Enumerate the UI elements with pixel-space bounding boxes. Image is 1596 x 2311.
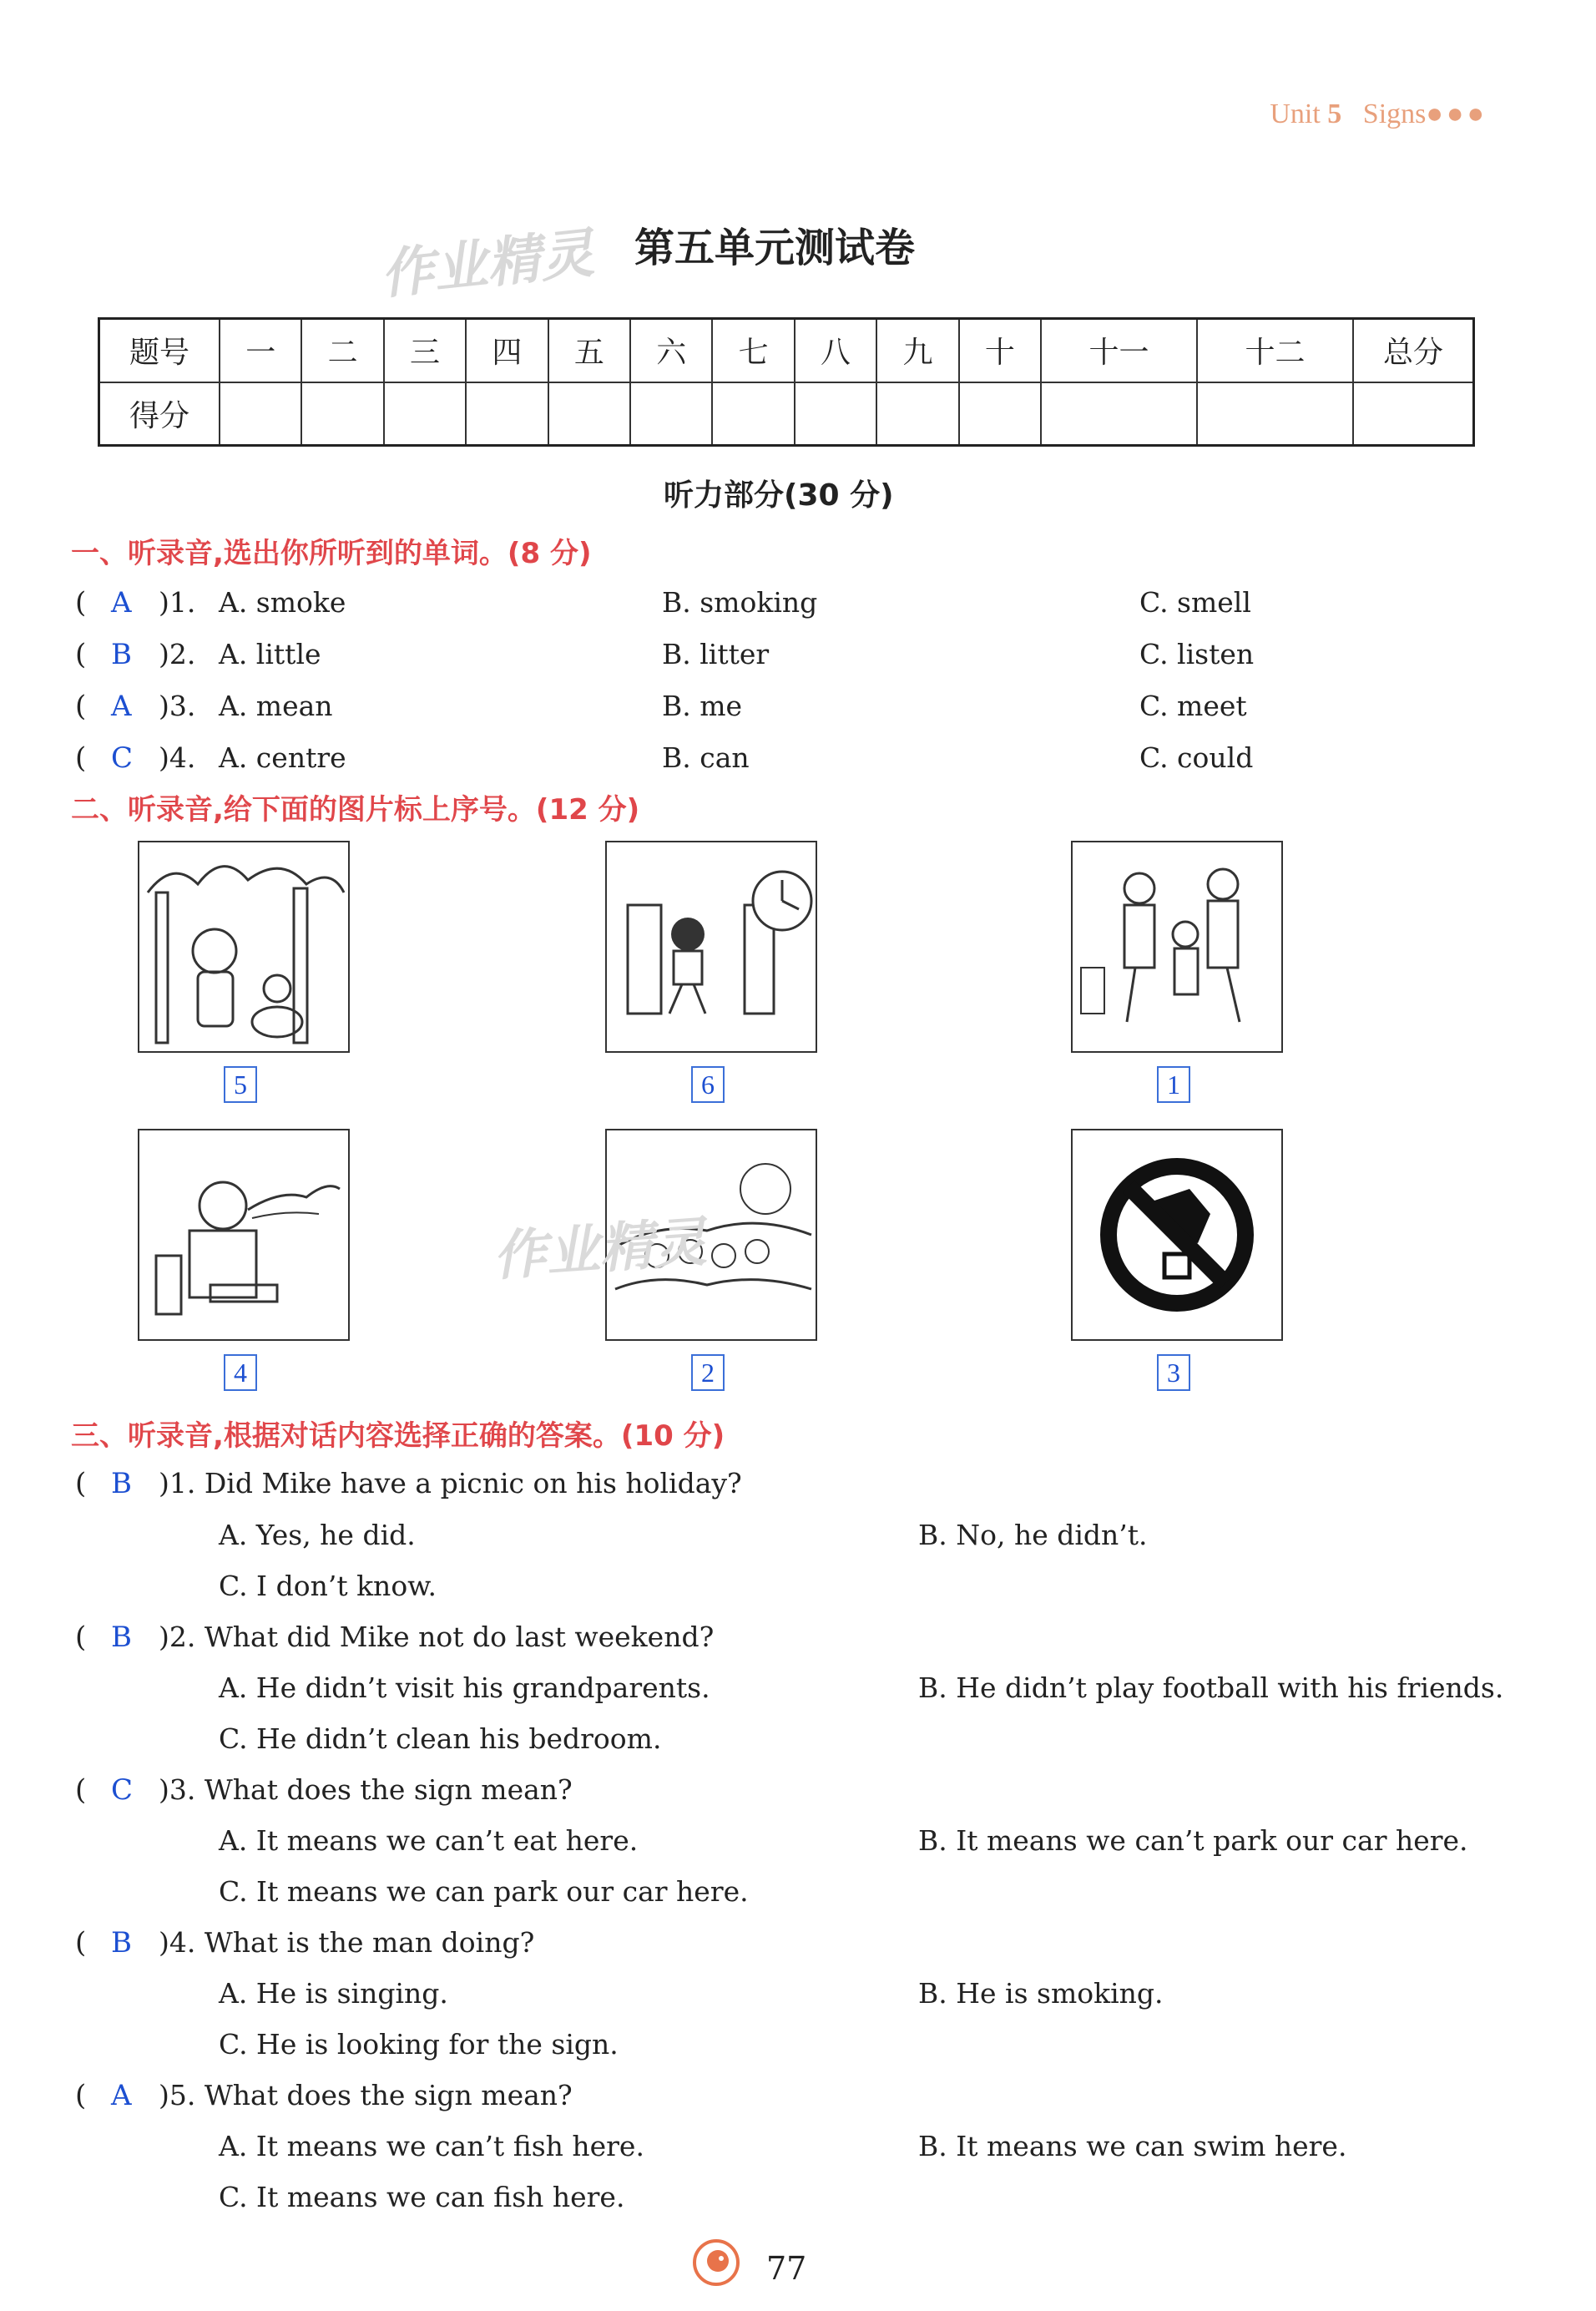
score-cell[interactable]	[1353, 382, 1474, 446]
option-a: A. Yes, he did.	[219, 1519, 416, 1551]
table-cell: 四	[466, 319, 548, 382]
listening-part-title: 听力部分(30 分)	[664, 478, 894, 513]
option-b: B. litter	[662, 638, 770, 670]
table-cell: 得分	[99, 382, 220, 446]
section1-title: 一、听录音,选出你所听到的单词。(8 分)	[71, 537, 592, 570]
option-c: C. It means we can park our car here.	[219, 1875, 749, 1908]
question-text: )1. Did Mike have a picnic on his holiday?	[159, 1467, 742, 1499]
section2-title: 二、听录音,给下面的图片标上序号。(12 分)	[71, 793, 640, 827]
answer: B	[111, 1467, 132, 1500]
table-cell: 题号	[99, 319, 220, 382]
option-a: A. He didn’t visit his grandparents.	[219, 1671, 710, 1704]
option-c: C. could	[1139, 741, 1254, 774]
table-cell: 十	[959, 319, 1041, 382]
option-b: B. can	[662, 741, 750, 774]
picture-number[interactable]: 3	[1157, 1354, 1190, 1391]
option-b: B. smoking	[662, 586, 818, 619]
question-text: )5. What does the sign mean?	[159, 2079, 573, 2111]
answer: A	[111, 690, 132, 723]
question-number: )2.	[159, 638, 196, 670]
option-c: C. I don’t know.	[219, 1570, 437, 1602]
option-a: A. centre	[219, 741, 346, 774]
score-cell[interactable]	[630, 382, 712, 446]
score-cell[interactable]	[1041, 382, 1197, 446]
no-litter-sign-icon	[1071, 1129, 1283, 1341]
table-cell: 七	[712, 319, 794, 382]
picture-number[interactable]: 6	[691, 1066, 725, 1103]
unit-number: 5	[1327, 99, 1342, 129]
option-b: B. No, he didn’t.	[918, 1519, 1148, 1551]
question-number: )3.	[159, 690, 196, 722]
option-c: C. He is looking for the sign.	[219, 2028, 619, 2061]
header-dots: ●●●	[1426, 99, 1487, 129]
table-cell: 八	[795, 319, 876, 382]
table-cell: 一	[220, 319, 301, 382]
answer: B	[111, 1926, 132, 1960]
score-cell[interactable]	[301, 382, 383, 446]
page-number: 77	[766, 2250, 807, 2287]
mascot-logo-icon	[689, 2238, 748, 2288]
table-cell: 十二	[1197, 319, 1353, 382]
option-b: B. me	[662, 690, 743, 722]
unit-header	[1270, 99, 1487, 130]
table-cell: 五	[548, 319, 630, 382]
answer: C	[111, 741, 134, 775]
answer: C	[111, 1773, 134, 1807]
picture-number[interactable]: 1	[1157, 1066, 1190, 1103]
boy-late-clock-icon	[605, 841, 817, 1053]
option-b: B. He is smoking.	[918, 1977, 1164, 2010]
question-text: )3. What does the sign mean?	[159, 1773, 573, 1806]
watermark: 作业精灵	[377, 222, 597, 307]
option-c: C. smell	[1139, 586, 1251, 619]
forest-picnic-icon	[138, 841, 350, 1053]
table-cell: 十一	[1041, 319, 1197, 382]
question-number: )4.	[159, 741, 196, 774]
answer: B	[111, 1621, 132, 1654]
picture-number[interactable]: 4	[224, 1354, 257, 1391]
table-cell: 二	[301, 319, 383, 382]
man-smoking-icon	[138, 1129, 350, 1341]
score-table-score-row	[99, 382, 1474, 446]
option-c: C. meet	[1139, 690, 1247, 722]
answer: A	[111, 2079, 132, 2112]
option-a: A. smoke	[219, 586, 346, 619]
question-text: )2. What did Mike not do last weekend?	[159, 1621, 715, 1653]
score-cell[interactable]	[220, 382, 301, 446]
score-cell[interactable]	[876, 382, 958, 446]
option-b: B. He didn’t play football with his friends.	[918, 1671, 1504, 1704]
score-cell[interactable]	[384, 382, 466, 446]
score-table-header-row	[99, 319, 1474, 382]
section3-title: 三、听录音,根据对话内容选择正确的答案。(10 分)	[71, 1419, 725, 1453]
question-text: )4. What is the man doing?	[159, 1926, 535, 1959]
option-c: C. He didn’t clean his bedroom.	[219, 1722, 662, 1755]
option-a: A. It means we can’t fish here.	[219, 2130, 644, 2162]
watermark: 作业精灵	[491, 1211, 709, 1288]
score-cell[interactable]	[1197, 382, 1353, 446]
table-cell: 六	[630, 319, 712, 382]
score-cell[interactable]	[959, 382, 1041, 446]
table-cell: 总分	[1353, 319, 1474, 382]
option-a: A. mean	[219, 690, 333, 722]
page-title: 第五单元测试卷	[634, 225, 916, 271]
unit-label: Unit	[1270, 99, 1321, 129]
family-park-sign-icon	[1071, 841, 1283, 1053]
score-table	[98, 317, 1475, 447]
option-b: B. It means we can swim here.	[918, 2130, 1347, 2162]
answer: B	[111, 638, 132, 671]
score-cell[interactable]	[795, 382, 876, 446]
option-c: C. listen	[1139, 638, 1255, 670]
unit-topic: Signs	[1362, 99, 1427, 129]
score-cell[interactable]	[712, 382, 794, 446]
score-cell[interactable]	[548, 382, 630, 446]
picture-number[interactable]: 5	[224, 1066, 257, 1103]
picture-number[interactable]: 2	[691, 1354, 725, 1391]
table-cell: 九	[876, 319, 958, 382]
answer: A	[111, 586, 132, 619]
option-a: A. He is singing.	[219, 1977, 448, 2010]
option-a: A. It means we can’t eat here.	[219, 1824, 639, 1857]
table-cell: 三	[384, 319, 466, 382]
score-cell[interactable]	[466, 382, 548, 446]
option-c: C. It means we can fish here.	[219, 2181, 625, 2213]
question-number: )1.	[159, 586, 196, 619]
option-a: A. little	[219, 638, 321, 670]
option-b: B. It means we can’t park our car here.	[918, 1824, 1468, 1857]
